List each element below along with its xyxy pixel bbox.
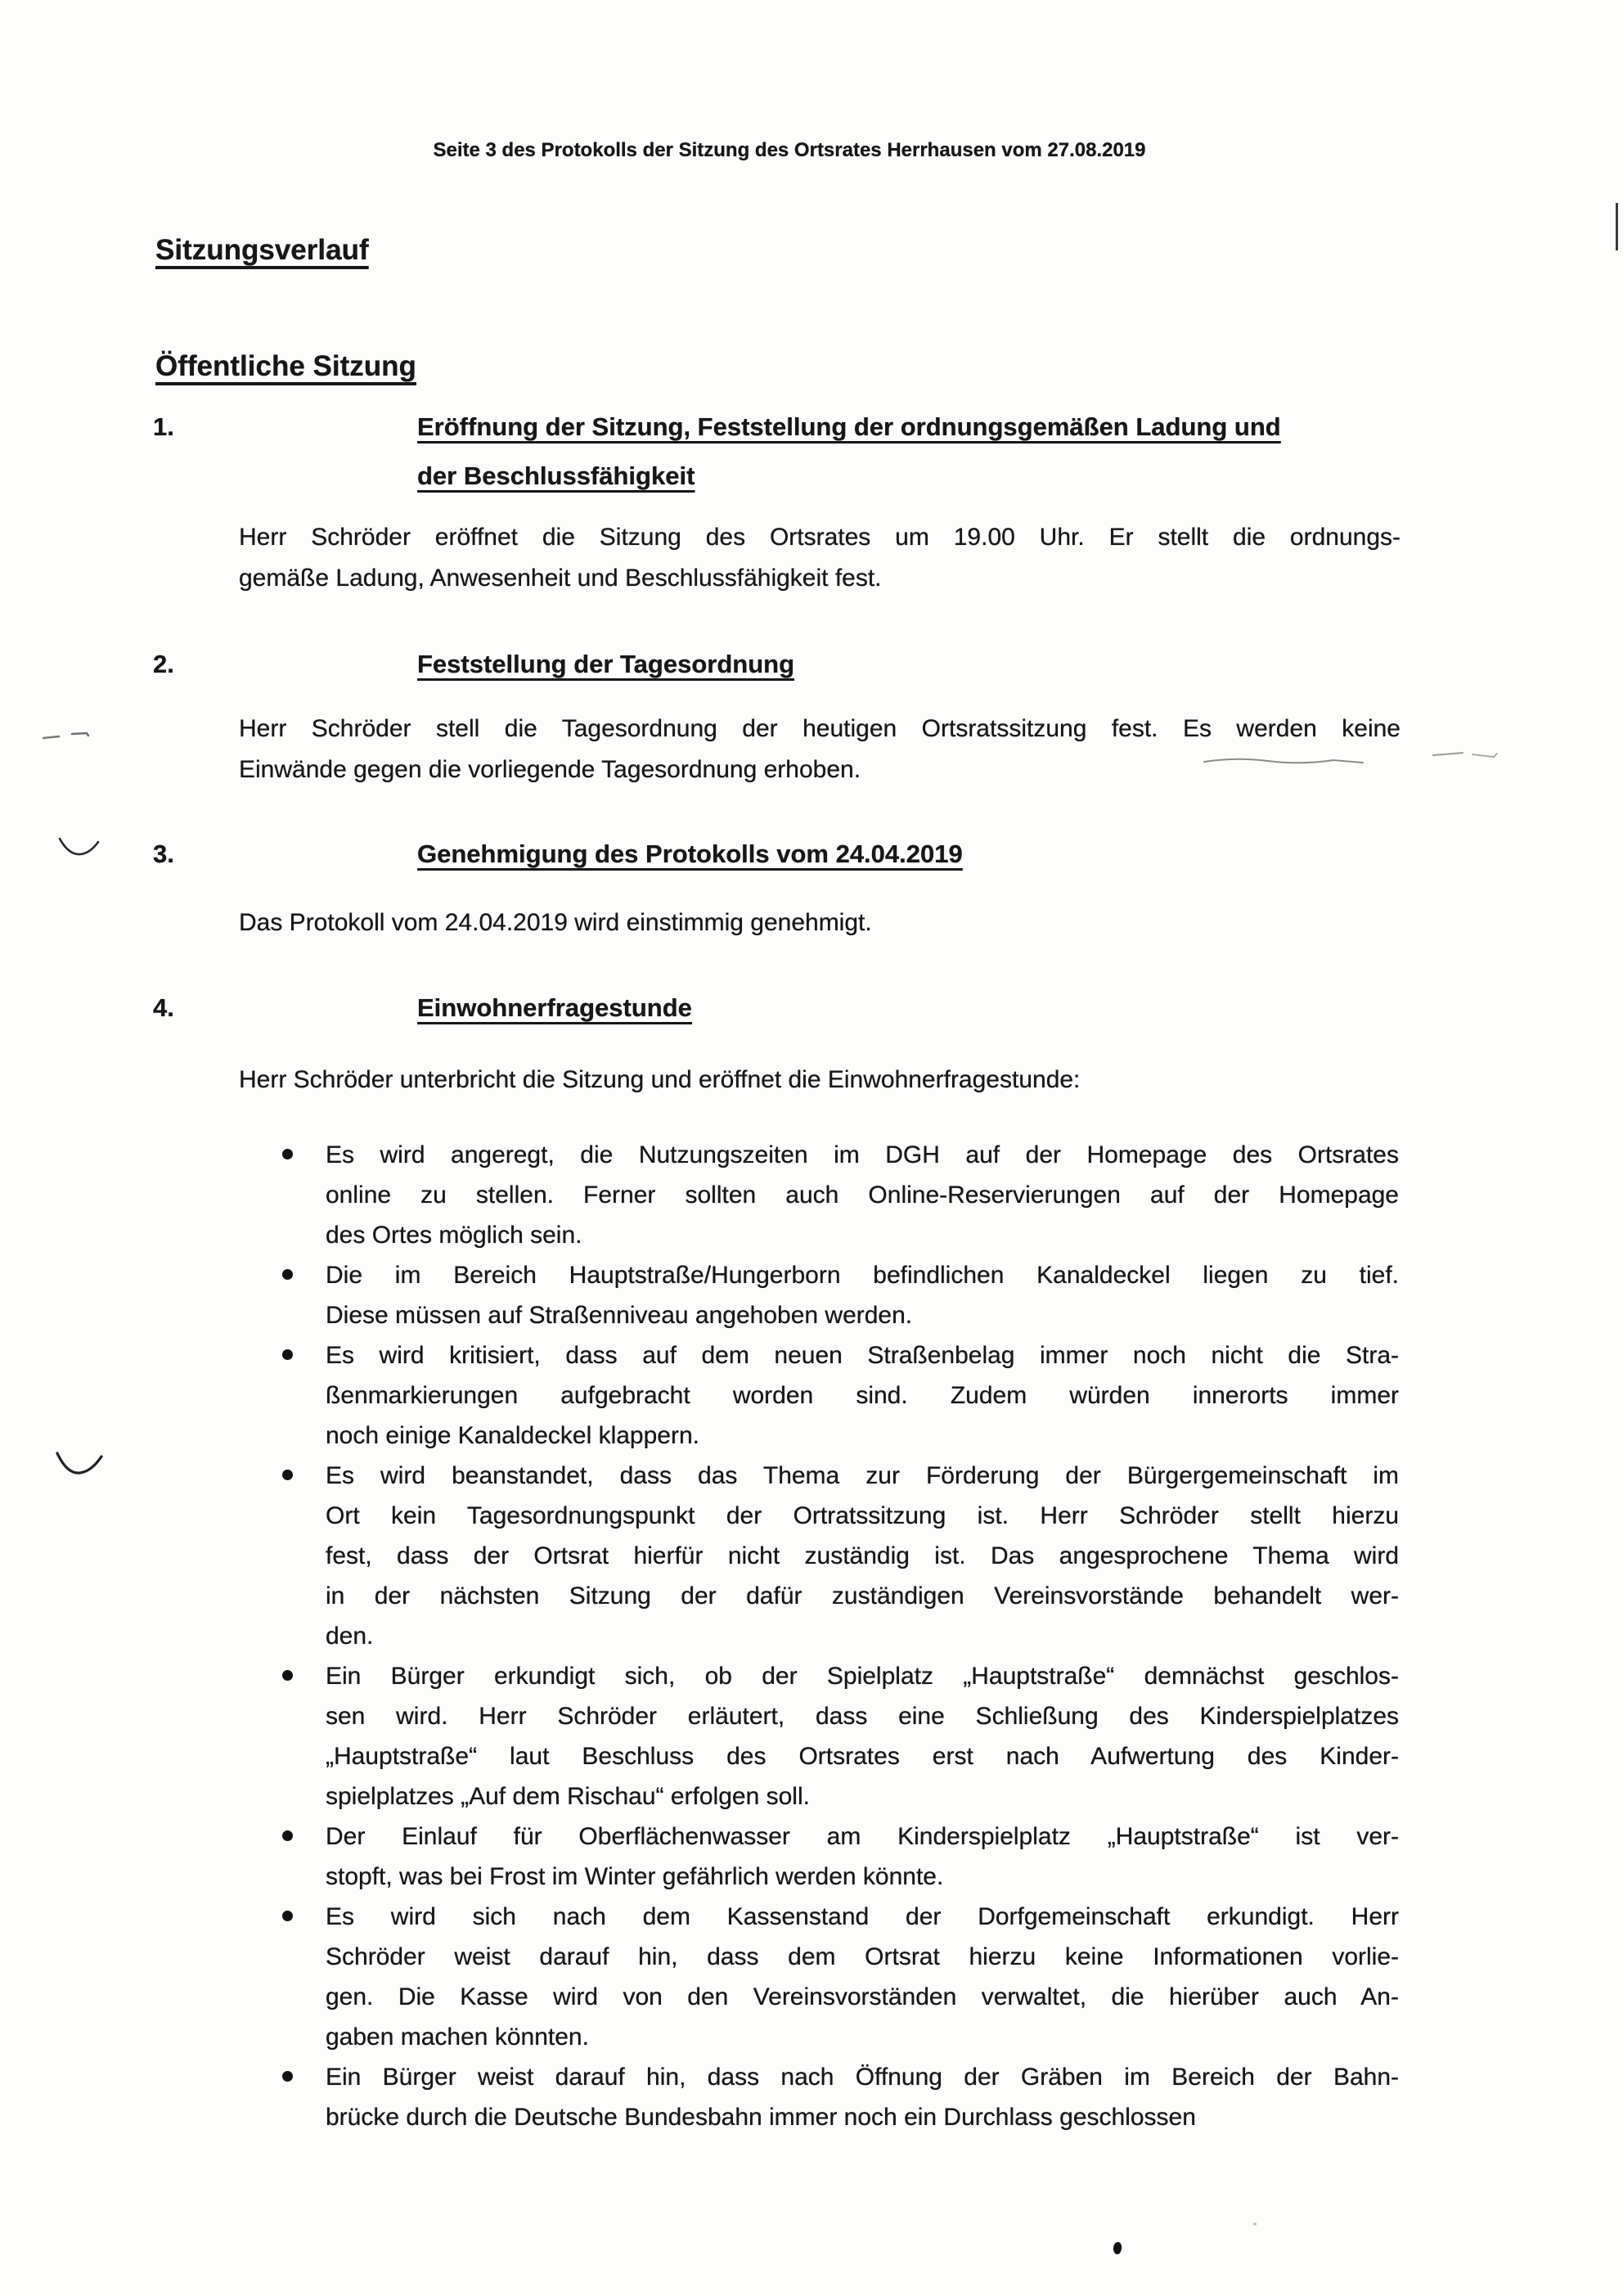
subsection-title: Öffentliche Sitzung xyxy=(155,350,416,382)
agenda-item-body xyxy=(239,1060,1400,1101)
bullet-item xyxy=(326,1255,1399,1335)
agenda-item-number: 4. xyxy=(153,993,174,1022)
handwritten-check-mark xyxy=(54,1447,106,1483)
body-line: Herr Schröder eröffnet die Sitzung des Ortsrates um 19.00 Uhr. Er stellt die ordnungs- xyxy=(239,524,1400,551)
agenda-item-title-line: Einwohnerfragestunde xyxy=(417,993,692,1022)
bullet-list xyxy=(326,1135,1399,2137)
bullet-line: Ein Bürger weist darauf hin, dass nach Öffnung der Gräben im Bereich der Bahn- xyxy=(326,2064,1399,2091)
bullet-line: Es wird kritisiert, dass auf dem neuen Straßenbelag immer noch nicht die Stra- xyxy=(326,1342,1399,1369)
bullet-line: Ein Bürger erkundigt sich, ob der Spielplatz „Hauptstraße“ demnächst geschlos- xyxy=(326,1663,1399,1690)
bullet-line: stopft, was bei Frost im Winter gefährlich werden könnte. xyxy=(326,1863,944,1890)
bullet-line: Ort kein Tagesordnungspunkt der Ortratssitzung ist. Herr Schröder stellt hierzu xyxy=(326,1502,1399,1529)
bullet-line: „Hauptstraße“ laut Beschluss des Ortsrates erst nach Aufwertung des Kinder- xyxy=(326,1743,1399,1770)
bullet-item xyxy=(326,1135,1399,1255)
bullet-dot-icon xyxy=(282,1470,293,1480)
bullet-item xyxy=(326,1817,1399,1897)
agenda-item-number: 2. xyxy=(153,650,174,678)
bullet-item xyxy=(326,2057,1399,2137)
bullet-dot-icon xyxy=(282,1911,293,1921)
agenda-item-title-line: der Beschlussfähigkeit xyxy=(417,461,695,490)
bullet-line: Schröder weist darauf hin, dass dem Ortsrat hierzu keine Informationen vorlie- xyxy=(326,1943,1399,1970)
agenda-item-title-line: Feststellung der Tagesordnung xyxy=(417,650,795,678)
scan-edge-mark xyxy=(1616,203,1618,250)
bullet-line: Diese müssen auf Straßenniveau angehoben werden. xyxy=(326,1302,913,1329)
bullet-line: ßenmarkierungen aufgebracht worden sind. Zudem würden innerorts immer xyxy=(326,1382,1399,1409)
agenda-item-title-line: Genehmigung des Protokolls vom 24.04.2019 xyxy=(417,840,963,868)
bullet-dot-icon xyxy=(282,1349,293,1360)
bullet-item xyxy=(326,1456,1399,1656)
bullet-item xyxy=(326,1897,1399,2057)
bullet-line: brücke durch die Deutsche Bundesbahn immer noch ein Durchlass geschlossen xyxy=(326,2104,1196,2131)
bullet-line: online zu stellen. Ferner sollten auch Online-Reservierungen auf der Homepage xyxy=(326,1182,1399,1209)
bullet-dot-icon xyxy=(282,2071,293,2082)
bullet-dot-icon xyxy=(282,1269,293,1280)
bullet-line: Es wird beanstandet, dass das Thema zur Förderung der Bürgergemeinschaft im xyxy=(326,1462,1399,1489)
agenda-item-body xyxy=(239,903,1400,943)
scan-dust-dot xyxy=(1253,2222,1257,2226)
bullet-line: Die im Bereich Hauptstraße/Hungerborn befindlichen Kanaldeckel liegen zu tief. xyxy=(326,1262,1399,1289)
agenda-item-title-line: Eröffnung der Sitzung, Feststellung der ordnungsgemäßen Ladung und xyxy=(417,412,1281,441)
bullet-line: Der Einlauf für Oberflächenwasser am Kinderspielplatz „Hauptstraße“ ist ver- xyxy=(326,1823,1399,1850)
body-line: Einwände gegen die vorliegende Tagesordnung erhoben. xyxy=(239,756,861,783)
bullet-line: fest, dass der Ortsrat hierfür nicht zuständig ist. Das angesprochene Thema wird xyxy=(326,1542,1399,1569)
agenda-item-title xyxy=(417,984,1411,1033)
bullet-line: Es wird sich nach dem Kassenstand der Dorfgemeinschaft erkundigt. Herr xyxy=(326,1903,1399,1930)
agenda-item-body xyxy=(239,709,1400,790)
pencil-dash-marks xyxy=(41,727,106,745)
handwritten-check-mark xyxy=(57,831,103,863)
bullet-line: in der nächsten Sitzung der dafür zuständigen Vereinsvorstände behandelt wer- xyxy=(326,1582,1399,1609)
section-title: Sitzungsverlauf xyxy=(155,234,369,266)
bullet-line: sen wird. Herr Schröder erläutert, dass eine Schließung des Kinderspielplatzes xyxy=(326,1703,1399,1730)
bullet-line: den. xyxy=(326,1623,374,1650)
bullet-line: noch einige Kanaldeckel klappern. xyxy=(326,1422,699,1449)
body-line: gemäße Ladung, Anwesenheit und Beschlussfähigkeit fest. xyxy=(239,565,882,592)
bullet-line: spielplatzes „Auf dem Rischau“ erfolgen soll. xyxy=(326,1783,810,1810)
bullet-item xyxy=(326,1656,1399,1817)
agenda-item-body xyxy=(239,517,1400,599)
agenda-item-title xyxy=(417,640,1411,689)
bullet-dot-icon xyxy=(282,1830,293,1841)
body-line: Herr Schröder stell die Tagesordnung der heutigen Ortsratssitzung fest. Es werden keine xyxy=(239,715,1400,742)
page-header: Seite 3 des Protokolls der Sitzung des Ortsrates Herrhausen vom 27.08.2019 xyxy=(433,139,1146,161)
body-line: Das Protokoll vom 24.04.2019 wird einstimmig genehmigt. xyxy=(239,909,872,936)
agenda-item-title xyxy=(417,403,1411,501)
bullet-line: Es wird angeregt, die Nutzungszeiten im DGH auf der Homepage des Ortsrates xyxy=(326,1141,1399,1168)
agenda-item-title xyxy=(417,830,1411,879)
bullet-line: gen. Die Kasse wird von den Vereinsvorständen verwaltet, die hierüber auch An- xyxy=(326,1983,1399,2010)
agenda-item-number: 3. xyxy=(153,840,174,868)
bullet-line: gaben machen könnten. xyxy=(326,2024,589,2051)
bullet-line: des Ortes möglich sein. xyxy=(326,1222,582,1249)
bullet-dot-icon xyxy=(282,1670,293,1681)
body-line: Herr Schröder unterbricht die Sitzung und eröffnet die Einwohnerfragestunde: xyxy=(239,1066,1081,1093)
agenda-item-number: 1. xyxy=(153,412,174,441)
bullet-item xyxy=(326,1335,1399,1456)
ink-speck xyxy=(1113,2241,1122,2254)
bullet-dot-icon xyxy=(282,1149,293,1159)
